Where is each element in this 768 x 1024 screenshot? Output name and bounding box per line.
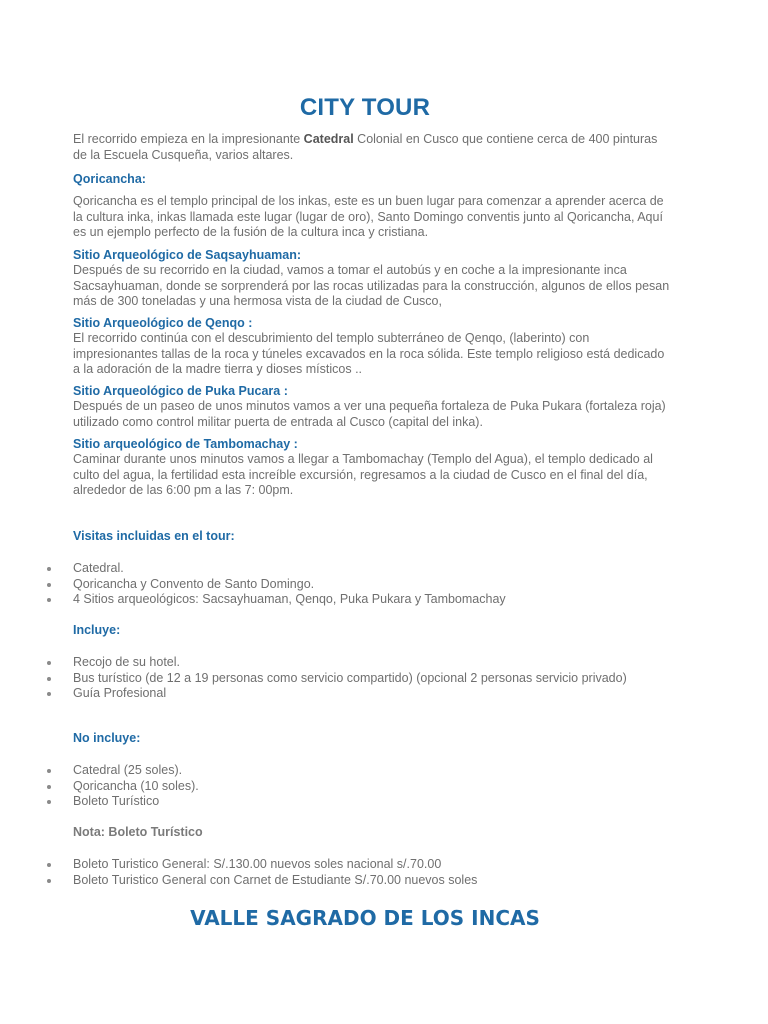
list-heading-visitas: Visitas incluidas en el tour: <box>73 529 235 543</box>
section-text-tambomachay: Caminar durante unos minutos vamos a llegar a Tambomachay (Templo del Agua), el templo dedicado al culto del agua, la fertilidad esta increíble excursión, regresamos a la ciudad de Cusco en el final del día, alrededor de las 6:00 pm a las 7: 00pm. <box>73 452 653 497</box>
bullet-icon <box>47 800 51 804</box>
section-heading-puka-pucara: Sitio Arqueológico de Puka Pucara : <box>73 384 288 398</box>
section-text-saqsayhuaman: Después de su recorrido en la ciudad, vamos a tomar el autobús y en coche a la impresionante inca Sacsayhuaman, donde se sorprenderá por las rocas utilizadas para la construcción, algunos de ellos pesan más de 300 toneladas y una hermosa vista de la ciudad de Cusco, <box>73 263 670 308</box>
list-item-text: Catedral. <box>73 561 124 575</box>
list-item <box>0 671 633 687</box>
list-item <box>0 686 633 702</box>
section-heading-qenqo: Sitio Arqueológico de Qenqo : <box>73 316 253 330</box>
list-item <box>0 763 633 779</box>
list-item-text: Qoricancha y Convento de Santo Domingo. <box>73 576 315 591</box>
list-item-text: Boleto Turístico <box>73 794 160 808</box>
intro-paragraph <box>73 132 673 163</box>
list-item-text: Qoricancha (10 soles). <box>73 778 199 793</box>
list-visitas <box>0 561 700 608</box>
section-heading-saqsayhuaman: Sitio Arqueológico de Saqsayhuaman: <box>73 248 302 262</box>
bullet-icon <box>47 567 51 571</box>
bullet-icon <box>47 661 51 665</box>
list-heading-nota: Nota: Boleto Turístico <box>73 825 203 839</box>
intro-text-bold: Catedral <box>303 132 354 146</box>
list-item-text: Boleto Turistico General: S/.130.00 nuevos soles nacional s/.70.00 <box>73 857 442 871</box>
bullet-icon <box>47 785 51 789</box>
list-item <box>0 577 633 593</box>
list-heading-incluye: Incluye: <box>73 623 121 637</box>
list-incluye <box>0 655 700 702</box>
intro-text-after: Colonial en Cusco que contiene cerca de 400 pinturas de la Escuela Cusqueña, varios altares. <box>73 132 658 162</box>
list-nota <box>0 857 700 888</box>
bullet-icon <box>47 598 51 602</box>
list-item <box>0 857 633 873</box>
bullet-icon <box>47 769 51 773</box>
list-item-text: 4 Sitios arqueológicos: Sacsayhuaman, Qenqo, Puka Pukara y Tambomachay <box>73 592 506 606</box>
section-heading-tambomachay: Sitio arqueológico de Tambomachay : <box>73 437 298 451</box>
list-item <box>0 592 633 608</box>
list-item-text: Boleto Turistico General con Carnet de Estudiante S/.70.00 nuevos soles <box>73 872 478 887</box>
list-item <box>0 779 633 795</box>
list-item <box>0 655 633 671</box>
list-item <box>0 794 633 810</box>
bullet-icon <box>47 863 51 867</box>
section-title-valle-sagrado: VALLE SAGRADO DE LOS INCAS <box>190 906 540 930</box>
list-heading-no-incluye: No incluye: <box>73 731 141 745</box>
list-no-incluye <box>0 763 700 810</box>
bullet-icon <box>47 583 51 587</box>
intro-text-before: El recorrido empieza en la impresionante <box>73 132 304 146</box>
bullet-icon <box>47 692 51 696</box>
list-item <box>0 873 633 889</box>
page-title: CITY TOUR <box>299 94 431 121</box>
bullet-icon <box>47 677 51 681</box>
section-text-qoricancha: Qoricancha es el templo principal de los inkas, este es un buen lugar para comenzar a aprender acerca de la cultura inka, inkas llamada este lugar (lugar de oro), Santo Domingo conventis junto al Qoricancha, Aquí es un ejemplo perfecto de la fusión de la cultura inca y cristiana. <box>73 194 664 239</box>
section-heading-qoricancha: Qoricancha: <box>73 172 146 186</box>
list-item-text: Recojo de su hotel. <box>73 655 181 669</box>
section-text-puka-pucara: Después de un paseo de unos minutos vamos a ver una pequeña fortaleza de Puka Pukara (fortaleza roja) utilizado como control militar puerta de entrada al Cusco (capital del inka). <box>73 399 666 429</box>
bullet-icon <box>47 879 51 883</box>
list-item-text: Bus turístico (de 12 a 19 personas como servicio compartido) (opcional 2 personas servicio privado) <box>73 670 627 685</box>
list-item <box>0 561 633 577</box>
list-item-text: Guía Profesional <box>73 686 167 700</box>
list-item-text: Catedral (25 soles). <box>73 763 183 777</box>
section-text-qenqo: El recorrido continúa con el descubrimiento del templo subterráneo de Qenqo, (laberinto) con impresionantes tallas de la roca y túneles excavados en la roca sólida. Este templo religioso está dedicado a la adoración de la madre tierra y dioses místicos .. <box>73 331 665 376</box>
